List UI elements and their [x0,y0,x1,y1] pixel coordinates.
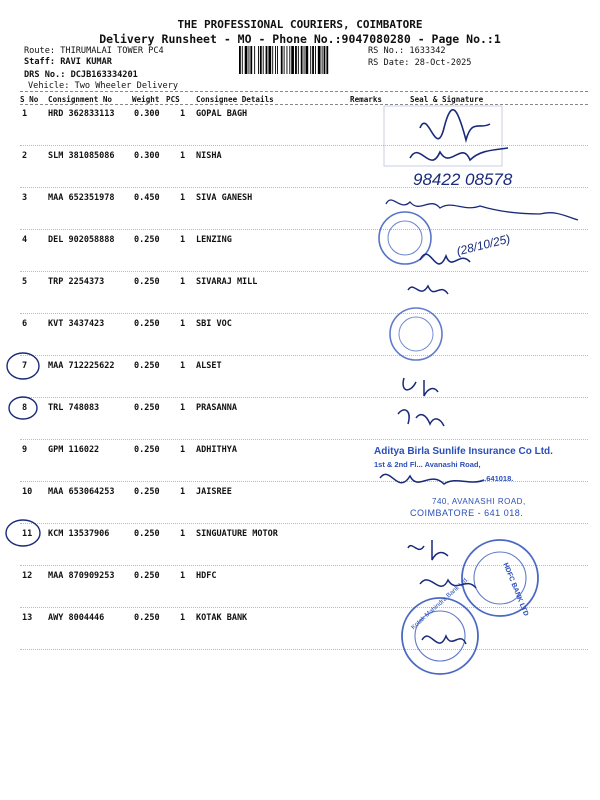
row-name: GOPAL BAGH [196,109,248,119]
barcode-bar [263,46,264,74]
rs-number: RS No.: 1633342 [368,46,446,56]
barcode-bar [295,46,297,74]
row-sno: 8 [22,403,28,413]
row-pcs: 1 [180,487,186,497]
row-name: PRASANNA [196,403,237,413]
barcode-bar [304,46,305,74]
row-divider [20,523,588,524]
row-name: ADHITHYA [196,445,237,455]
row-weight: 0.250 [134,445,160,455]
barcode-bar [239,46,241,74]
row-weight: 0.250 [134,529,160,539]
row-sno: 5 [22,277,28,287]
company-title: THE PROFESSIONAL COURIERS, COIMBATORE [177,18,423,31]
stamp-aditya-city: COIMBATORE - 641 018. [410,508,524,518]
row-pcs: 1 [180,151,186,161]
row-sno: 13 [22,613,33,623]
row-cons: GPM 116022 [48,445,100,455]
row-name: SIVA GANESH [196,193,253,203]
row-cons: MAA 653064253 [48,487,115,497]
route-label: Route: THIRUMALAI TOWER PC4 [24,46,164,56]
row-cons: HRD 362833113 [48,109,115,119]
row-sno: 11 [22,529,33,539]
row-name: SBI VOC [196,319,232,329]
col-remarks: Remarks [350,95,383,104]
runsheet-title: Delivery Runsheet - MO - Phone No.:9047080280 - Page No.:1 [99,32,501,46]
row-pcs: 1 [180,319,186,329]
staff-label: Staff: RAVI KUMAR [24,57,112,67]
barcode-bar [326,46,328,74]
row-name: ALSET [196,361,222,371]
table-row [0,403,600,445]
table-row [0,193,600,235]
row-cons: MAA 870909253 [48,571,115,581]
row-sno: 3 [22,193,28,203]
barcode-bar [281,46,283,74]
row-name: KOTAK BANK [196,613,248,623]
col-seal-signature: Seal & Signature [410,95,484,104]
barcode-bar [242,46,243,74]
barcode-bar [258,46,259,74]
table-row [0,109,600,151]
row-pcs: 1 [180,193,186,203]
row-weight: 0.250 [134,571,160,581]
row-divider [20,145,588,146]
row-pcs: 1 [180,571,186,581]
barcode-bar [268,46,271,74]
rs-date: RS Date: 28-Oct-2025 [368,58,472,68]
header-divider-bottom [20,104,588,105]
row-pcs: 1 [180,445,186,455]
row-weight: 0.250 [134,361,160,371]
barcode-bar [287,46,288,74]
barcode-bar [318,46,321,74]
barcode-bar [291,46,294,74]
row-sno: 2 [22,151,28,161]
row-pcs: 1 [180,361,186,371]
stamp-aditya-addr3: 740, AVANASHI ROAD, [432,497,526,506]
barcode-bar [298,46,299,74]
row-sno: 6 [22,319,28,329]
vehicle-label: Vehicle: Two Wheeler Delivery [28,81,179,91]
table-row [0,277,600,319]
handwritten-date: (28/10/25) [455,231,512,259]
header-divider [20,91,588,92]
barcode-bar [254,46,255,74]
barcode-bar [322,46,323,74]
barcode-bar [266,46,268,74]
table-row [0,613,600,655]
row-divider [20,229,588,230]
stamp-aditya-addr2: ...641018. [480,474,514,483]
row-sno: 7 [22,361,28,371]
row-weight: 0.250 [134,613,160,623]
barcode-bar [289,46,290,74]
col-consignment: Consignment No [48,95,113,104]
row-name: SIVARAJ MILL [196,277,258,287]
table-row [0,529,600,571]
row-cons: TRP 2254373 [48,277,105,287]
barcode-bar [310,46,311,74]
barcode-bar [312,46,314,74]
row-sno: 1 [22,109,28,119]
col-pcs: PCS [166,95,180,104]
barcode-bar [306,46,309,74]
barcode [238,46,364,74]
row-cons: MAA 712225622 [48,361,115,371]
barcode-bar [260,46,262,74]
barcode-bar [301,46,303,74]
barcode-bar [275,46,276,74]
row-name: NISHA [196,151,222,161]
row-weight: 0.250 [134,403,160,413]
row-name: HDFC [196,571,217,581]
row-sno: 12 [22,571,33,581]
row-divider [20,439,588,440]
col-sno: S No [20,95,39,104]
row-weight: 0.250 [134,277,160,287]
row-weight: 0.250 [134,487,160,497]
row-divider [20,313,588,314]
row-cons: AWY 8004446 [48,613,105,623]
barcode-bar [272,46,273,74]
barcode-bar [245,46,248,74]
row-weight: 0.300 [134,109,160,119]
row-sno: 10 [22,487,33,497]
row-divider [20,397,588,398]
row-pcs: 1 [180,109,186,119]
row-sno: 4 [22,235,28,245]
stamp-aditya-addr1: 1st & 2nd Fl... Avanashi Road, [374,460,481,469]
stamp-hdfc-text: HDFC BANK LTD [501,562,530,618]
row-pcs: 1 [180,529,186,539]
row-cons: MAA 652351978 [48,193,115,203]
table-row [0,319,600,361]
col-consignee: Consignee Details [196,95,274,104]
row-name: JAISREE [196,487,232,497]
barcode-bar [315,46,316,74]
stamp-aditya-name: Aditya Birla Sunlife Insurance Co Ltd. [374,446,553,457]
drs-number: DRS No.: DCJB163334201 [24,70,138,80]
row-sno: 9 [22,445,28,455]
row-pcs: 1 [180,277,186,287]
barcode-bar [284,46,285,74]
row-pcs: 1 [180,235,186,245]
row-divider [20,355,588,356]
row-cons: KCM 13537906 [48,529,110,539]
row-divider [20,607,588,608]
handwritten-phone: 98422 08578 [413,170,513,189]
barcode-bar [324,46,326,74]
row-weight: 0.250 [134,319,160,329]
row-weight: 0.300 [134,151,160,161]
col-weight: Weight [132,95,160,104]
row-divider [20,271,588,272]
row-cons: TRL 748083 [48,403,100,413]
row-divider [20,649,588,650]
barcode-bar [277,46,278,74]
barcode-bar [249,46,250,74]
row-cons: DEL 902058888 [48,235,115,245]
row-cons: SLM 381085086 [48,151,115,161]
row-weight: 0.450 [134,193,160,203]
stamp-kotak-text: Kotak Mahindra Bank Ltd. [410,575,471,632]
row-weight: 0.250 [134,235,160,245]
row-name: SINGUATURE MOTOR [196,529,278,539]
row-cons: KVT 3437423 [48,319,105,329]
row-pcs: 1 [180,613,186,623]
table-row [0,361,600,403]
row-name: LENZING [196,235,232,245]
row-pcs: 1 [180,403,186,413]
barcode-bar [250,46,252,74]
